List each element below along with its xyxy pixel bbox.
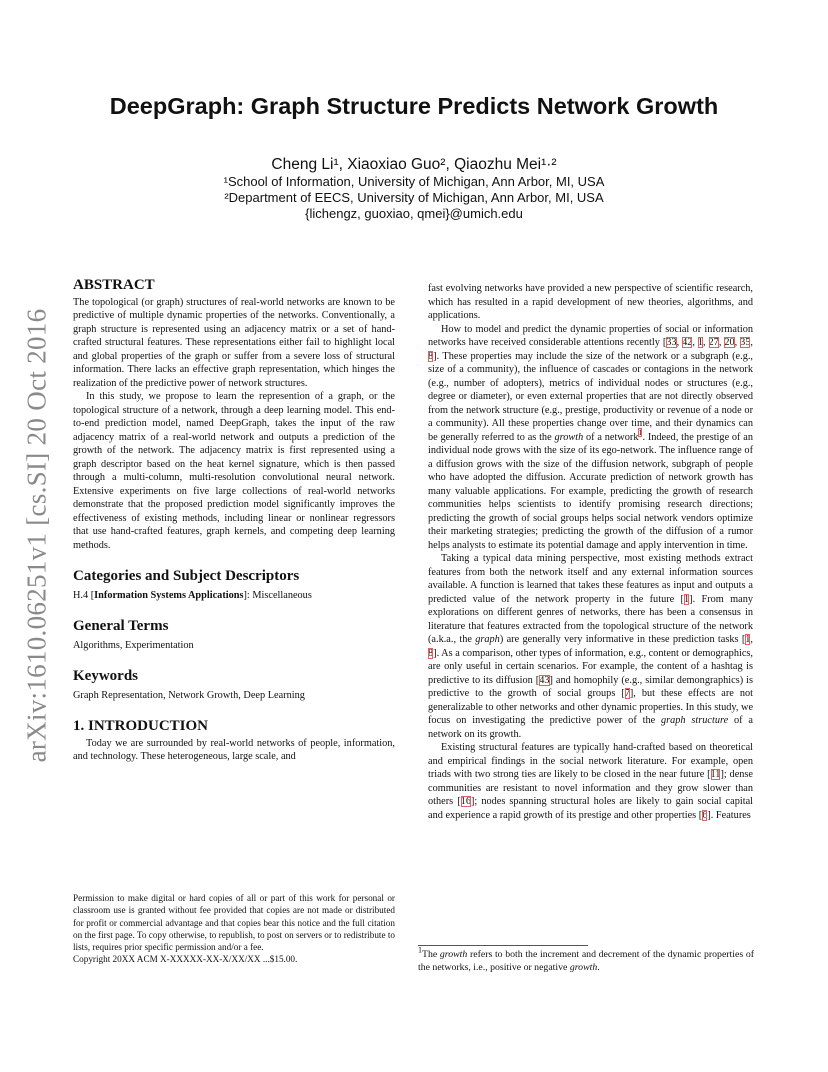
left-column <box>73 279 395 764</box>
affiliation-2: ²Department of EECS, University of Michigan, Ann Arbor, MI, USA <box>224 190 604 205</box>
footnote-rule <box>418 945 588 946</box>
arxiv-stamp: arXiv:1610.06251v1 [cs.SI] 20 Oct 2016 <box>21 308 52 762</box>
introduction-heading: 1. INTRODUCTION <box>73 718 209 734</box>
citation-link[interactable]: 1 <box>745 634 751 645</box>
abstract-paragraph-2: In this study, we propose to learn the represention of a graph, or the topological structure of a network, through a deep learning model. This end-to-end prediction model, named DeepGraph, takes the input of the raw adjacency matrix of a real-world network and outputs a prediction of the growth of the network. The adjacency matrix is first represented using a graph descriptor based on the heat kernel signature, which is then passed through a multi-column, multi-resolution convolutional neural network. Extensive experiments on five large collections of real-world networks demonstrate that the proposed prediction model significantly improves the effectiveness of existing methods, including linear or nonlinear regressors that use hand-crafted features, graph kernels, and competing deep learning methods. <box>73 391 395 551</box>
general-terms-heading: General Terms <box>73 618 169 634</box>
citation-link[interactable]: 1 <box>697 337 704 348</box>
citation-link[interactable]: 33 <box>666 337 677 348</box>
introduction-paragraph-4: Existing structural features are typically hand-crafted based on theoretical and empirical findings in the social network literature. For example, open triads with two strong ties are likely to be closed in the near future [11]; dense communities are resistant to novel information and they grow slower than others [16]; nodes spanning structural holes are likely to gain social capital and experience a rapid growth of its prestige and other properties [6]. Features <box>428 742 753 821</box>
introduction-paragraph-2: How to model and predict the dynamic properties of social or information networks have received considerable attentions recently [33, 42, 1, 27, 20, 35, 8]. These properties may include the size of the network or a subgraph (e.g., size of a community), the influence of cascades or contagions in the network (e.g., number of adopters), metrics of individual nodes or structures (e.g., degree or diameter), or even external properties that are not directly observed from the network structure (e.g., prestige, productivity or revenue of a node or a community). All these properties change over time, and their dynamics can be generally referred to as the growth of a network$^1$. Indeed, the prestige of an individual node grows with the size of its ego-network. The influence range of a diffusion grows with the size of the diffusion network, subgraph of people who have adopted the diffusion. Accurate prediction of network growth has many valuable applications. For example, predicting the growth of research communities helps scientists to identify promising research directions; predicting the growth of social groups helps social network vendors optimize their marketing strategies; predicting the growth of the diffusion of a rumor helps analysts to estimate its potential damage and apply intervention in time. <box>428 323 753 551</box>
introduction-paragraph-continued: fast evolving networks have provided a new perspective of scientific research, which has resulted in a rapid development of new theories, algorithms, and applications. <box>428 283 753 321</box>
affiliation-1: ¹School of Information, University of Michigan, Ann Arbor, MI, USA <box>223 174 605 189</box>
abstract-paragraph-1: The topological (or graph) structures of real-world networks are known to be predictive of multiple dynamic properties of the networks. Conventionally, a graph structure is represented using an adjacency matrix or a set of hand-crafted structural features. These representations either fail to highlight local and global properties of the graph or suffer from a severe loss of structural information. There lacks an effective graph representation, which hinges the realization of the predictive power of network structures. <box>73 296 395 389</box>
permission-text: Permission to make digital or hard copies of all or part of this work for personal or classroom use is granted without fee provided that copies are not made or distributed for profit or commercial advantage and that copies bear this notice and the full citation on the first page. To copy otherwise, to republish, to post on servers or to redistribute to lists, requires prior specific permission and/or a fee. <box>73 893 395 953</box>
footnote-link[interactable]: 1 <box>638 428 643 438</box>
author-block <box>60 155 768 222</box>
author-emails: {lichengz, guoxiao, qmei}@umich.edu <box>305 206 523 221</box>
permission-notice <box>73 892 395 966</box>
footnote: $^1$The growth refers to both the increment and decrement of the dynamic properties of the networks, i.e., positive or negative growth. <box>418 945 754 973</box>
categories-heading: Categories and Subject Descriptors <box>73 568 300 584</box>
keywords-heading: Keywords <box>73 668 138 684</box>
citation-link[interactable]: 1 <box>683 593 690 605</box>
general-terms-text: Algorithms, Experimentation <box>73 639 194 651</box>
introduction-paragraph-3: Taking a typical data mining perspective, most existing methods extract features from both the network itself and any external information sources available. A function is learned that takes these features as input and outputs a predicted value of the network property in the future [1]. From many explorations on different genres of networks, there has been a consensus in literature that features extracted from the topological structure of the network (a.k.a., the graph) are generally very informative in these prediction tasks [1, 8]. As a comparison, other types of information, e.g., content or demographics, are only useful in certain scenarios. For example, the content of a hashtag is predictive to its diffusion [43] and homophily (e.g., similar demongraphics) is predictive to the growth of social groups [7], but these effects are not generalizable to other networks and other dynamic properties. In this study, we focus on investigating the predictive power of the graph structure of a network on its growth. <box>428 553 754 740</box>
right-column <box>428 282 753 822</box>
citation-link[interactable]: 35 <box>740 337 751 348</box>
abstract-heading: ABSTRACT <box>73 277 155 293</box>
citation-link[interactable]: 43 <box>539 674 550 686</box>
citation-link[interactable]: 11 <box>710 769 721 780</box>
copyright-line: Copyright 20XX ACM X-XXXXX-XX-X/XX/XX ...$15.00. <box>73 954 298 965</box>
citation-link[interactable]: 42 <box>682 337 693 348</box>
categories-text: H.4 [Information Systems Applications]: Miscellaneous <box>73 589 312 601</box>
citation-link[interactable]: 27 <box>708 337 719 348</box>
author-names: Cheng Li¹, Xiaoxiao Guo², Qiaozhu Mei¹·² <box>271 156 557 173</box>
keywords-text: Graph Representation, Network Growth, Deep Learning <box>73 689 305 701</box>
citation-link[interactable]: 16 <box>460 796 471 807</box>
paper-title: DeepGraph: Graph Structure Predicts Network Growth <box>109 93 719 119</box>
citation-link[interactable]: 8 <box>428 647 434 659</box>
citation-link[interactable]: 7 <box>624 688 630 699</box>
introduction-paragraph-start: Today we are surrounded by real-world networks of people, information, and technology. These heterogeneous, large scale, and <box>73 737 395 762</box>
citation-link[interactable]: 8 <box>428 350 434 362</box>
citation-link[interactable]: 6 <box>702 809 708 821</box>
citation-link[interactable]: 20 <box>724 337 735 348</box>
